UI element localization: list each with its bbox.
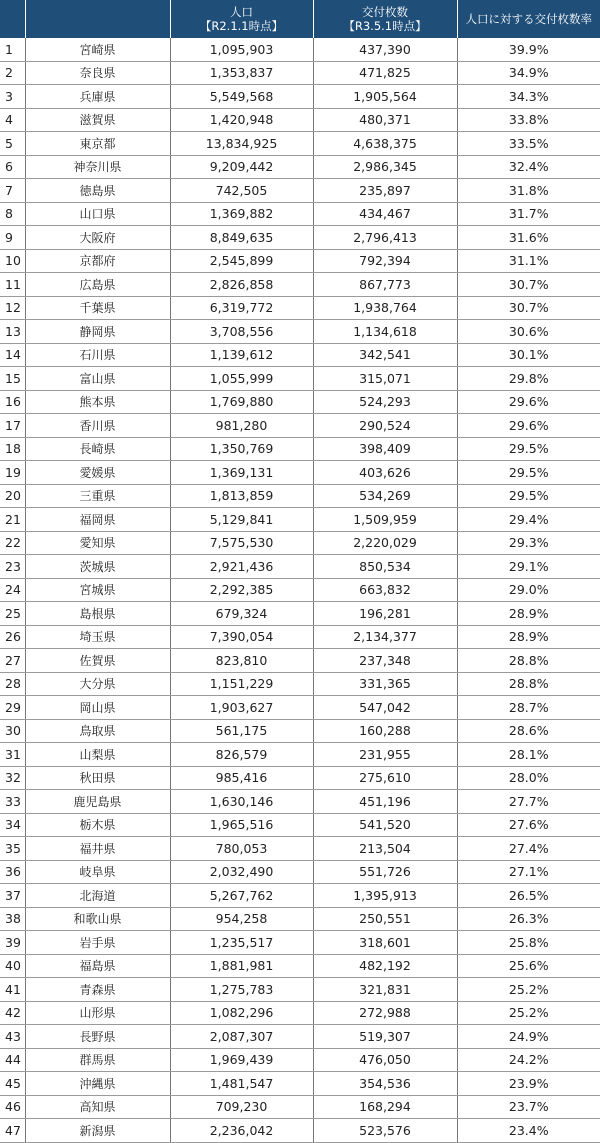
- cell-prefecture: 島根県: [25, 602, 170, 626]
- cell-population: 7,390,054: [170, 625, 313, 649]
- table-row: [0, 202, 600, 226]
- cell-issued: 2,220,029: [313, 531, 457, 555]
- cell-rank: 25: [0, 602, 25, 626]
- table-row: [0, 625, 600, 649]
- cell-rank: 10: [0, 249, 25, 273]
- cell-prefecture: 鳥取県: [25, 719, 170, 743]
- table-row: [0, 226, 600, 250]
- table-row: [0, 954, 600, 978]
- cell-population: 2,826,858: [170, 273, 313, 297]
- cell-prefecture: 大阪府: [25, 226, 170, 250]
- header-issued: [313, 0, 457, 38]
- cell-rate: 26.5%: [457, 884, 600, 908]
- cell-population: 1,769,880: [170, 390, 313, 414]
- table-row: [0, 978, 600, 1002]
- cell-issued: 1,938,764: [313, 296, 457, 320]
- cell-prefecture: 高知県: [25, 1095, 170, 1119]
- cell-issued: 321,831: [313, 978, 457, 1002]
- header-row: [0, 0, 600, 38]
- cell-rate: 25.2%: [457, 978, 600, 1002]
- table-row: [0, 1072, 600, 1096]
- cell-population: 9,209,442: [170, 155, 313, 179]
- table-row: [0, 931, 600, 955]
- header-rank: [0, 0, 25, 38]
- cell-prefecture: 熊本県: [25, 390, 170, 414]
- cell-issued: 235,897: [313, 179, 457, 203]
- cell-rank: 26: [0, 625, 25, 649]
- cell-rate: 29.5%: [457, 461, 600, 485]
- cell-population: 2,292,385: [170, 578, 313, 602]
- cell-population: 1,420,948: [170, 108, 313, 132]
- cell-issued: 471,825: [313, 61, 457, 85]
- cell-population: 709,230: [170, 1095, 313, 1119]
- cell-population: 2,087,307: [170, 1025, 313, 1049]
- cell-rank: 20: [0, 484, 25, 508]
- cell-population: 679,324: [170, 602, 313, 626]
- cell-prefecture: 徳島県: [25, 179, 170, 203]
- cell-issued: 237,348: [313, 649, 457, 673]
- table-row: [0, 1095, 600, 1119]
- cell-prefecture: 和歌山県: [25, 907, 170, 931]
- cell-prefecture: 富山県: [25, 367, 170, 391]
- cell-rank: 42: [0, 1001, 25, 1025]
- table-row: [0, 273, 600, 297]
- table-row: [0, 108, 600, 132]
- cell-issued: 792,394: [313, 249, 457, 273]
- cell-prefecture: 静岡県: [25, 320, 170, 344]
- cell-population: 1,813,859: [170, 484, 313, 508]
- cell-rank: 7: [0, 179, 25, 203]
- cell-issued: 168,294: [313, 1095, 457, 1119]
- cell-issued: 318,601: [313, 931, 457, 955]
- cell-issued: 1,509,959: [313, 508, 457, 532]
- cell-population: 1,481,547: [170, 1072, 313, 1096]
- cell-population: 3,708,556: [170, 320, 313, 344]
- table-row: [0, 531, 600, 555]
- cell-rate: 30.6%: [457, 320, 600, 344]
- cell-population: 8,849,635: [170, 226, 313, 250]
- cell-issued: 541,520: [313, 813, 457, 837]
- cell-issued: 1,395,913: [313, 884, 457, 908]
- table-row: [0, 437, 600, 461]
- cell-prefecture: 大分県: [25, 672, 170, 696]
- table-row: [0, 907, 600, 931]
- cell-prefecture: 栃木県: [25, 813, 170, 837]
- table-row: [0, 743, 600, 767]
- table-row: [0, 696, 600, 720]
- cell-prefecture: 東京都: [25, 132, 170, 156]
- cell-prefecture: 石川県: [25, 343, 170, 367]
- cell-rank: 2: [0, 61, 25, 85]
- cell-rank: 36: [0, 860, 25, 884]
- cell-rate: 26.3%: [457, 907, 600, 931]
- cell-issued: 196,281: [313, 602, 457, 626]
- cell-rank: 34: [0, 813, 25, 837]
- table-body: [0, 38, 600, 1142]
- cell-rank: 19: [0, 461, 25, 485]
- cell-prefecture: 香川県: [25, 414, 170, 438]
- cell-prefecture: 群馬県: [25, 1048, 170, 1072]
- cell-issued: 275,610: [313, 766, 457, 790]
- cell-prefecture: 鹿児島県: [25, 790, 170, 814]
- cell-prefecture: 新潟県: [25, 1119, 170, 1143]
- table-row: [0, 1001, 600, 1025]
- cell-population: 1,082,296: [170, 1001, 313, 1025]
- cell-rate: 25.2%: [457, 1001, 600, 1025]
- cell-population: 1,965,516: [170, 813, 313, 837]
- table-row: [0, 38, 600, 61]
- cell-issued: 2,796,413: [313, 226, 457, 250]
- cell-issued: 437,390: [313, 38, 457, 61]
- cell-prefecture: 長野県: [25, 1025, 170, 1049]
- cell-rate: 28.1%: [457, 743, 600, 767]
- cell-rate: 34.3%: [457, 85, 600, 109]
- table-row: [0, 837, 600, 861]
- cell-issued: 250,551: [313, 907, 457, 931]
- table-row: [0, 132, 600, 156]
- table-row: [0, 320, 600, 344]
- cell-issued: 331,365: [313, 672, 457, 696]
- cell-population: 823,810: [170, 649, 313, 673]
- cell-population: 1,235,517: [170, 931, 313, 955]
- cell-rate: 28.8%: [457, 672, 600, 696]
- cell-rate: 30.7%: [457, 273, 600, 297]
- cell-prefecture: 沖縄県: [25, 1072, 170, 1096]
- cell-rate: 33.5%: [457, 132, 600, 156]
- cell-prefecture: 愛知県: [25, 531, 170, 555]
- cell-issued: 342,541: [313, 343, 457, 367]
- cell-prefecture: 茨城県: [25, 555, 170, 579]
- cell-prefecture: 北海道: [25, 884, 170, 908]
- cell-issued: 850,534: [313, 555, 457, 579]
- table-row: [0, 790, 600, 814]
- cell-rank: 30: [0, 719, 25, 743]
- cell-rank: 16: [0, 390, 25, 414]
- cell-prefecture: 兵庫県: [25, 85, 170, 109]
- header-population-date: 【R2.1.1時点】: [199, 19, 284, 33]
- cell-rank: 33: [0, 790, 25, 814]
- cell-rank: 46: [0, 1095, 25, 1119]
- cell-issued: 315,071: [313, 367, 457, 391]
- cell-rank: 13: [0, 320, 25, 344]
- cell-rate: 23.4%: [457, 1119, 600, 1143]
- cell-prefecture: 岐阜県: [25, 860, 170, 884]
- cell-population: 2,545,899: [170, 249, 313, 273]
- header-population: [170, 0, 313, 38]
- cell-rank: 11: [0, 273, 25, 297]
- cell-rank: 23: [0, 555, 25, 579]
- cell-rate: 31.6%: [457, 226, 600, 250]
- cell-prefecture: 青森県: [25, 978, 170, 1002]
- cell-rank: 12: [0, 296, 25, 320]
- cell-rank: 27: [0, 649, 25, 673]
- cell-rate: 27.7%: [457, 790, 600, 814]
- cell-prefecture: 埼玉県: [25, 625, 170, 649]
- cell-rate: 28.9%: [457, 602, 600, 626]
- cell-population: 2,032,490: [170, 860, 313, 884]
- cell-prefecture: 愛媛県: [25, 461, 170, 485]
- cell-rank: 47: [0, 1119, 25, 1143]
- cell-population: 826,579: [170, 743, 313, 767]
- cell-prefecture: 山形県: [25, 1001, 170, 1025]
- table-row: [0, 155, 600, 179]
- cell-rate: 29.0%: [457, 578, 600, 602]
- cell-rate: 29.6%: [457, 414, 600, 438]
- cell-rate: 32.4%: [457, 155, 600, 179]
- cell-population: 742,505: [170, 179, 313, 203]
- cell-rank: 3: [0, 85, 25, 109]
- cell-rate: 30.7%: [457, 296, 600, 320]
- cell-issued: 1,905,564: [313, 85, 457, 109]
- cell-issued: 4,638,375: [313, 132, 457, 156]
- cell-prefecture: 千葉県: [25, 296, 170, 320]
- cell-population: 1,903,627: [170, 696, 313, 720]
- table-row: [0, 672, 600, 696]
- cell-rate: 23.7%: [457, 1095, 600, 1119]
- cell-rank: 18: [0, 437, 25, 461]
- cell-rate: 29.5%: [457, 437, 600, 461]
- cell-population: 985,416: [170, 766, 313, 790]
- cell-issued: 524,293: [313, 390, 457, 414]
- cell-prefecture: 京都府: [25, 249, 170, 273]
- table-row: [0, 1119, 600, 1143]
- table-row: [0, 860, 600, 884]
- cell-population: 5,267,762: [170, 884, 313, 908]
- cell-prefecture: 三重県: [25, 484, 170, 508]
- cell-population: 780,053: [170, 837, 313, 861]
- cell-rank: 21: [0, 508, 25, 532]
- cell-rate: 27.6%: [457, 813, 600, 837]
- cell-rate: 24.9%: [457, 1025, 600, 1049]
- header-issued-label: 交付枚数: [362, 5, 408, 19]
- cell-rate: 31.7%: [457, 202, 600, 226]
- cell-rate: 34.9%: [457, 61, 600, 85]
- cell-rank: 32: [0, 766, 25, 790]
- table-row: [0, 367, 600, 391]
- header-prefecture: [25, 0, 170, 38]
- cell-issued: 160,288: [313, 719, 457, 743]
- cell-rank: 37: [0, 884, 25, 908]
- cell-population: 1,095,903: [170, 38, 313, 61]
- table-row: [0, 649, 600, 673]
- table-row: [0, 884, 600, 908]
- table-row: [0, 343, 600, 367]
- cell-rate: 24.2%: [457, 1048, 600, 1072]
- cell-rank: 43: [0, 1025, 25, 1049]
- cell-rank: 38: [0, 907, 25, 931]
- cell-rank: 6: [0, 155, 25, 179]
- cell-rate: 25.6%: [457, 954, 600, 978]
- cell-rate: 29.5%: [457, 484, 600, 508]
- cell-population: 1,630,146: [170, 790, 313, 814]
- cell-population: 5,549,568: [170, 85, 313, 109]
- cell-rank: 41: [0, 978, 25, 1002]
- cell-rank: 39: [0, 931, 25, 955]
- cell-population: 1,369,882: [170, 202, 313, 226]
- cell-issued: 272,988: [313, 1001, 457, 1025]
- table-row: [0, 578, 600, 602]
- cell-prefecture: 佐賀県: [25, 649, 170, 673]
- cell-issued: 2,134,377: [313, 625, 457, 649]
- cell-population: 7,575,530: [170, 531, 313, 555]
- cell-rank: 17: [0, 414, 25, 438]
- cell-prefecture: 宮城県: [25, 578, 170, 602]
- header-rate: 人口に対する交付枚数率: [457, 0, 600, 38]
- cell-population: 6,319,772: [170, 296, 313, 320]
- cell-prefecture: 広島県: [25, 273, 170, 297]
- cell-issued: 476,050: [313, 1048, 457, 1072]
- table-row: [0, 1048, 600, 1072]
- table-row: [0, 719, 600, 743]
- cell-issued: 480,371: [313, 108, 457, 132]
- cell-prefecture: 長崎県: [25, 437, 170, 461]
- cell-issued: 434,467: [313, 202, 457, 226]
- cell-rank: 31: [0, 743, 25, 767]
- table-row: [0, 461, 600, 485]
- cell-prefecture: 山口県: [25, 202, 170, 226]
- cell-rate: 23.9%: [457, 1072, 600, 1096]
- cell-issued: 354,536: [313, 1072, 457, 1096]
- cell-rank: 4: [0, 108, 25, 132]
- cell-rate: 27.1%: [457, 860, 600, 884]
- cell-issued: 451,196: [313, 790, 457, 814]
- cell-prefecture: 滋賀県: [25, 108, 170, 132]
- cell-population: 1,151,229: [170, 672, 313, 696]
- cell-rate: 29.1%: [457, 555, 600, 579]
- cell-issued: 231,955: [313, 743, 457, 767]
- cell-issued: 867,773: [313, 273, 457, 297]
- cell-issued: 523,576: [313, 1119, 457, 1143]
- cell-rate: 28.0%: [457, 766, 600, 790]
- cell-rank: 14: [0, 343, 25, 367]
- table-row: [0, 766, 600, 790]
- cell-rank: 40: [0, 954, 25, 978]
- cell-rank: 9: [0, 226, 25, 250]
- table-row: [0, 61, 600, 85]
- cell-rank: 24: [0, 578, 25, 602]
- table-row: [0, 813, 600, 837]
- cell-issued: 482,192: [313, 954, 457, 978]
- cell-population: 1,139,612: [170, 343, 313, 367]
- cell-rate: 39.9%: [457, 38, 600, 61]
- cell-rate: 31.1%: [457, 249, 600, 273]
- cell-issued: 519,307: [313, 1025, 457, 1049]
- cell-rate: 31.8%: [457, 179, 600, 203]
- table-row: [0, 85, 600, 109]
- cell-rate: 28.8%: [457, 649, 600, 673]
- cell-prefecture: 神奈川県: [25, 155, 170, 179]
- cell-rank: 44: [0, 1048, 25, 1072]
- table-row: [0, 555, 600, 579]
- cell-population: 2,921,436: [170, 555, 313, 579]
- table-row: [0, 296, 600, 320]
- cell-population: 1,369,131: [170, 461, 313, 485]
- cell-rank: 29: [0, 696, 25, 720]
- cell-prefecture: 岩手県: [25, 931, 170, 955]
- cell-issued: 398,409: [313, 437, 457, 461]
- table-row: [0, 508, 600, 532]
- cell-prefecture: 秋田県: [25, 766, 170, 790]
- cell-rate: 27.4%: [457, 837, 600, 861]
- cell-population: 1,881,981: [170, 954, 313, 978]
- table-row: [0, 602, 600, 626]
- cell-population: 13,834,925: [170, 132, 313, 156]
- cell-population: 5,129,841: [170, 508, 313, 532]
- cell-prefecture: 岡山県: [25, 696, 170, 720]
- cell-rate: 29.8%: [457, 367, 600, 391]
- cell-population: 1,353,837: [170, 61, 313, 85]
- cell-population: 1,275,783: [170, 978, 313, 1002]
- table-header: [0, 0, 600, 38]
- cell-rank: 35: [0, 837, 25, 861]
- cell-rate: 30.1%: [457, 343, 600, 367]
- cell-rank: 8: [0, 202, 25, 226]
- cell-issued: 290,524: [313, 414, 457, 438]
- cell-rank: 5: [0, 132, 25, 156]
- cell-rate: 25.8%: [457, 931, 600, 955]
- cell-issued: 2,986,345: [313, 155, 457, 179]
- cell-rate: 28.9%: [457, 625, 600, 649]
- cell-rank: 1: [0, 38, 25, 61]
- cell-rate: 33.8%: [457, 108, 600, 132]
- table-row: [0, 390, 600, 414]
- cell-rate: 29.6%: [457, 390, 600, 414]
- cell-prefecture: 福岡県: [25, 508, 170, 532]
- cell-population: 1,969,439: [170, 1048, 313, 1072]
- cell-rank: 45: [0, 1072, 25, 1096]
- cell-prefecture: 奈良県: [25, 61, 170, 85]
- cell-rate: 28.7%: [457, 696, 600, 720]
- cell-population: 2,236,042: [170, 1119, 313, 1143]
- cell-rank: 28: [0, 672, 25, 696]
- cell-issued: 551,726: [313, 860, 457, 884]
- table-row: [0, 1025, 600, 1049]
- table-row: [0, 414, 600, 438]
- table-row: [0, 249, 600, 273]
- cell-issued: 403,626: [313, 461, 457, 485]
- cell-rate: 29.3%: [457, 531, 600, 555]
- table-row: [0, 179, 600, 203]
- cell-issued: 547,042: [313, 696, 457, 720]
- cell-population: 954,258: [170, 907, 313, 931]
- cell-issued: 534,269: [313, 484, 457, 508]
- cell-rank: 22: [0, 531, 25, 555]
- cell-population: 1,055,999: [170, 367, 313, 391]
- cell-population: 981,280: [170, 414, 313, 438]
- cell-population: 1,350,769: [170, 437, 313, 461]
- cell-rank: 15: [0, 367, 25, 391]
- cell-issued: 1,134,618: [313, 320, 457, 344]
- cell-rate: 29.4%: [457, 508, 600, 532]
- header-population-label: 人口: [230, 5, 253, 19]
- cell-population: 561,175: [170, 719, 313, 743]
- cell-rate: 28.6%: [457, 719, 600, 743]
- cell-issued: 213,504: [313, 837, 457, 861]
- cell-prefecture: 福島県: [25, 954, 170, 978]
- cell-prefecture: 福井県: [25, 837, 170, 861]
- cell-prefecture: 宮崎県: [25, 38, 170, 61]
- header-issued-date: 【R3.5.1時点】: [343, 19, 427, 33]
- table-row: [0, 484, 600, 508]
- cell-issued: 663,832: [313, 578, 457, 602]
- cell-prefecture: 山梨県: [25, 743, 170, 767]
